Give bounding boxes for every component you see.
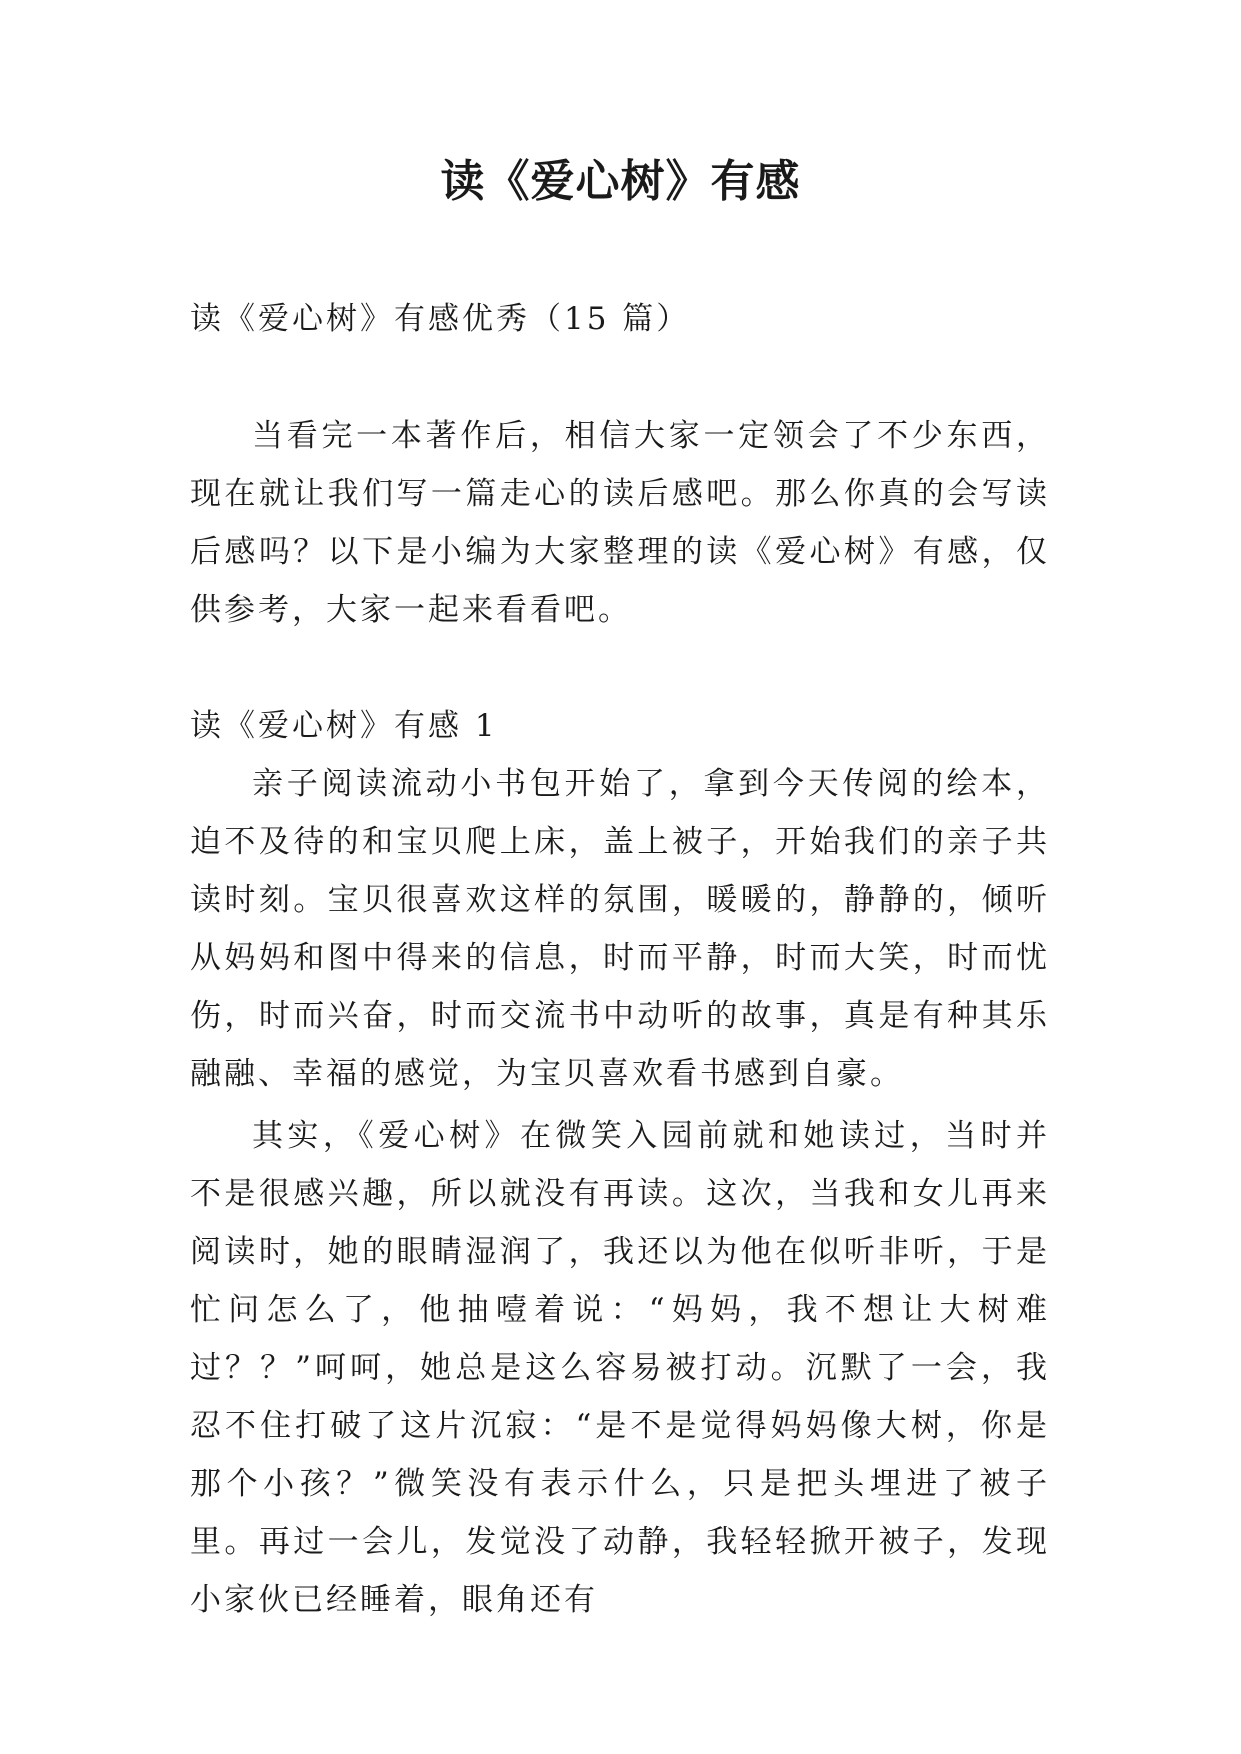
body-paragraph-2: 其实，《爱心树》在微笑入园前就和她读过，当时并不是很感兴趣，所以就没有再读。这次，当我和女儿再来阅读时，她的眼睛湿润了，我还以为他在似听非听，于是忙问怎么了，他抽噎着说：“妈妈，我不想让大树难过？？”呵呵，她总是这么容易被打动。沉默了一会，我忍不住打破了这片沉寂：“是不是觉得妈妈像大树，你是那个小孩？”微笑没有表示什么，只是把头埋进了被子里。再过一会儿，发觉没了动静，我轻轻掀开被子，发现小家伙已经睡着，眼角还有: [190, 1118, 1050, 1618]
document-subtitle: 读《爱心树》有感优秀（15 篇）: [190, 301, 691, 337]
document-title: 读《爱心树》有感: [440, 156, 801, 207]
section-heading: 读《爱心树》有感 1: [190, 708, 498, 744]
intro-paragraph: 当看完一本著作后，相信大家一定领会了不少东西，现在就让我们写一篇走心的读后感吧。那么你真的会写读后感吗？以下是小编为大家整理的读《爱心树》有感，仅供参考，大家一起来看看吧。: [190, 418, 1050, 628]
body-paragraph-1: 亲子阅读流动小书包开始了，拿到今天传阅的绘本，迫不及待的和宝贝爬上床，盖上被子，开始我们的亲子共读时刻。宝贝很喜欢这样的氛围，暖暖的，静静的，倾听从妈妈和图中得来的信息，时而平静，时而大笑，时而忧伤，时而兴奋，时而交流书中动听的故事，真是有种其乐融融、幸福的感觉，为宝贝喜欢看书感到自豪。: [190, 766, 1050, 1092]
